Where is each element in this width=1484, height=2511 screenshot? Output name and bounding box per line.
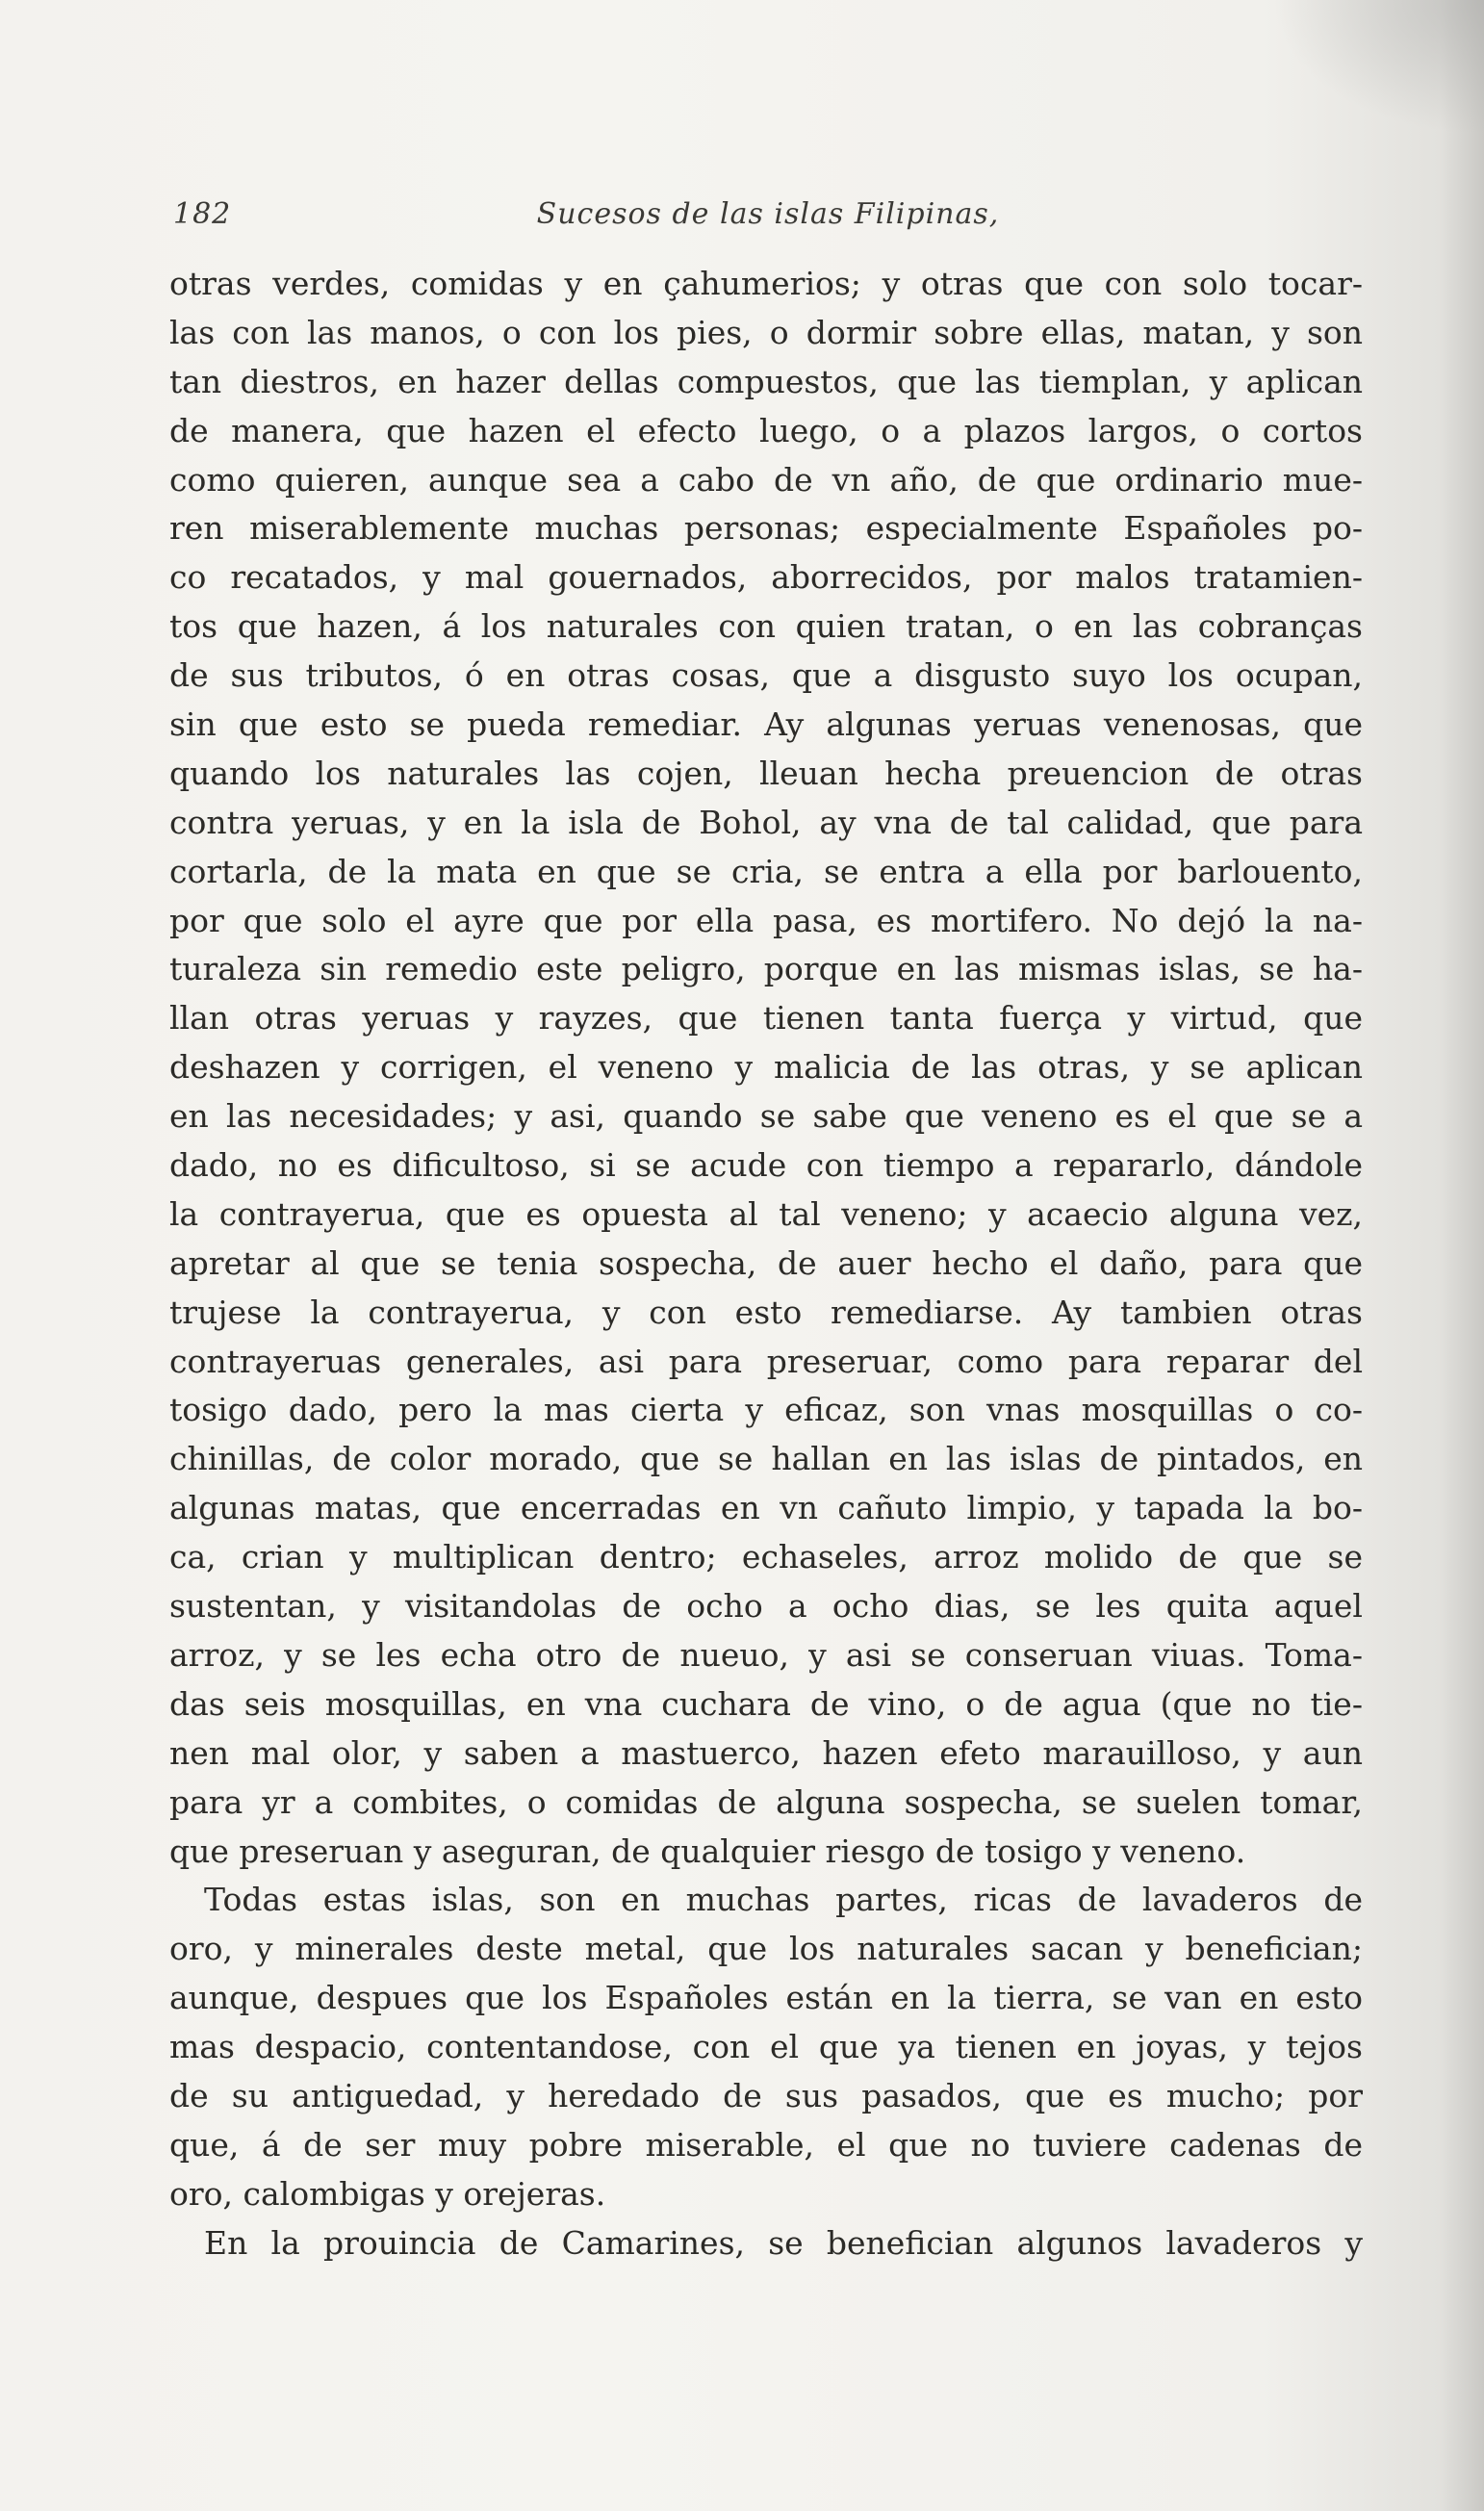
text-line: algunas matas, que encerradas en vn cañuto limpio, y tapada la bo- [169,1489,1363,1527]
running-title: Sucesos de las islas Filipinas, [536,197,1000,231]
text-line: ren miserablemente muchas personas; especialmente Españoles po- [169,509,1363,548]
text-line: por que solo el ayre que por ella pasa, es mortifero. No dejó la na- [169,901,1363,939]
text-line: nen mal olor, y saben a mastuerco, hazen efeto marauilloso, y aun [169,1733,1363,1772]
text-line: como quieren, aunque sea a cabo de vn año, de que ordinario mue- [169,460,1363,499]
text-line: otras verdes, comidas y en çahumerios; y otras que con solo tocar- [169,265,1363,302]
paragraph-end-line: oro, calombigas y orejeras. [169,2174,606,2213]
text-line: contra yeruas, y en la isla de Bohol, ay vna de tal calidad, que para [169,803,1363,841]
text-line: deshazen y corrigen, el veneno y malicia de las otras, y se aplican [169,1048,1363,1087]
text-line: en las necesidades; y asi, quando se sabe que veneno es el que se a [169,1097,1363,1136]
text-line: cortarla, de la mata en que se cria, se entra a ella por barlouento, [169,852,1363,890]
text-line: mas despacio, contentandose, con el que ya tienen en joyas, y tejos [169,2028,1363,2066]
text-line: la contrayerua, que es opuesta al tal veneno; y acaecio alguna vez, [169,1194,1363,1233]
text-line: de su antiguedad, y heredado de sus pasados, que es mucho; por [169,2076,1363,2114]
text-line: trujese la contrayerua, y con esto remediarse. Ay tambien otras [169,1293,1363,1331]
paragraph-start-line: Todas estas islas, son en muchas partes, ricas de lavaderos de [204,1881,1363,1919]
text-line: tos que hazen, á los naturales con quien tratan, o en las cobranças [169,607,1363,646]
text-line: ca, crian y multiplican dentro; echaseles, arroz molido de que se [169,1538,1363,1576]
text-line: turaleza sin remedio este peligro, porque en las mismas islas, se ha- [169,950,1363,988]
text-line: das seis mosquillas, en vna cuchara de vino, o de agua (que no tie- [169,1684,1363,1723]
text-line: las con las manos, o con los pies, o dormir sobre ellas, matan, y son [169,313,1363,351]
text-line: tan diestros, en hazer dellas compuestos, que las tiemplan, y aplican [169,362,1363,400]
scan-shadow [1272,0,1484,135]
text-line: sustentan, y visitandolas de ocho a ocho dias, se les quita aquel [169,1587,1363,1626]
text-line: dado, no es dificultoso, si se acude con tiempo a repararlo, dándole [169,1146,1363,1185]
text-line: co recatados, y mal gouernados, aborrecidos, por malos tratamien- [169,558,1363,597]
text-line: que, á de ser muy pobre miserable, el que no tuviere cadenas de [169,2125,1363,2164]
paragraph-start-line: En la prouincia de Camarines, se benefician algunos lavaderos y [204,2223,1363,2262]
running-head [173,197,1363,236]
text-line: llan otras yeruas y rayzes, que tienen tanta fuerça y virtud, que [169,999,1363,1038]
text-line: aunque, despues que los Españoles están en la tierra, se van en esto [169,1979,1363,2017]
text-line: arroz, y se les echa otro de nueuo, y asi se conseruan viuas. Toma- [169,1635,1363,1674]
paragraph-end-line: que preseruan y aseguran, de qualquier riesgo de tosigo y veneno. [169,1832,1246,1870]
text-line: tosigo dado, pero la mas cierta y eficaz, son vnas mosquillas o co- [169,1391,1363,1429]
body-text [169,260,1363,2268]
text-line: contrayeruas generales, asi para preseruar, como para reparar del [169,1342,1363,1380]
text-line: de manera, que hazen el efecto luego, o a plazos largos, o cortos [169,411,1363,449]
text-line: chinillas, de color morado, que se hallan en las islas de pintados, en [169,1440,1363,1478]
text-line: oro, y minerales deste metal, que los naturales sacan y benefician; [169,1930,1363,1968]
text-line: para yr a combites, o comidas de alguna sospecha, se suelen tomar, [169,1782,1363,1821]
text-line: de sus tributos, ó en otras cosas, que a disgusto suyo los ocupan, [169,656,1363,695]
text-line: sin que esto se pueda remediar. Ay algunas yeruas venenosas, que [169,705,1363,744]
page-number: 182 [173,197,232,231]
text-line: quando los naturales las cojen, lleuan hecha preuencion de otras [169,754,1363,792]
text-line: apretar al que se tenia sospecha, de auer hecho el daño, para que [169,1243,1363,1282]
